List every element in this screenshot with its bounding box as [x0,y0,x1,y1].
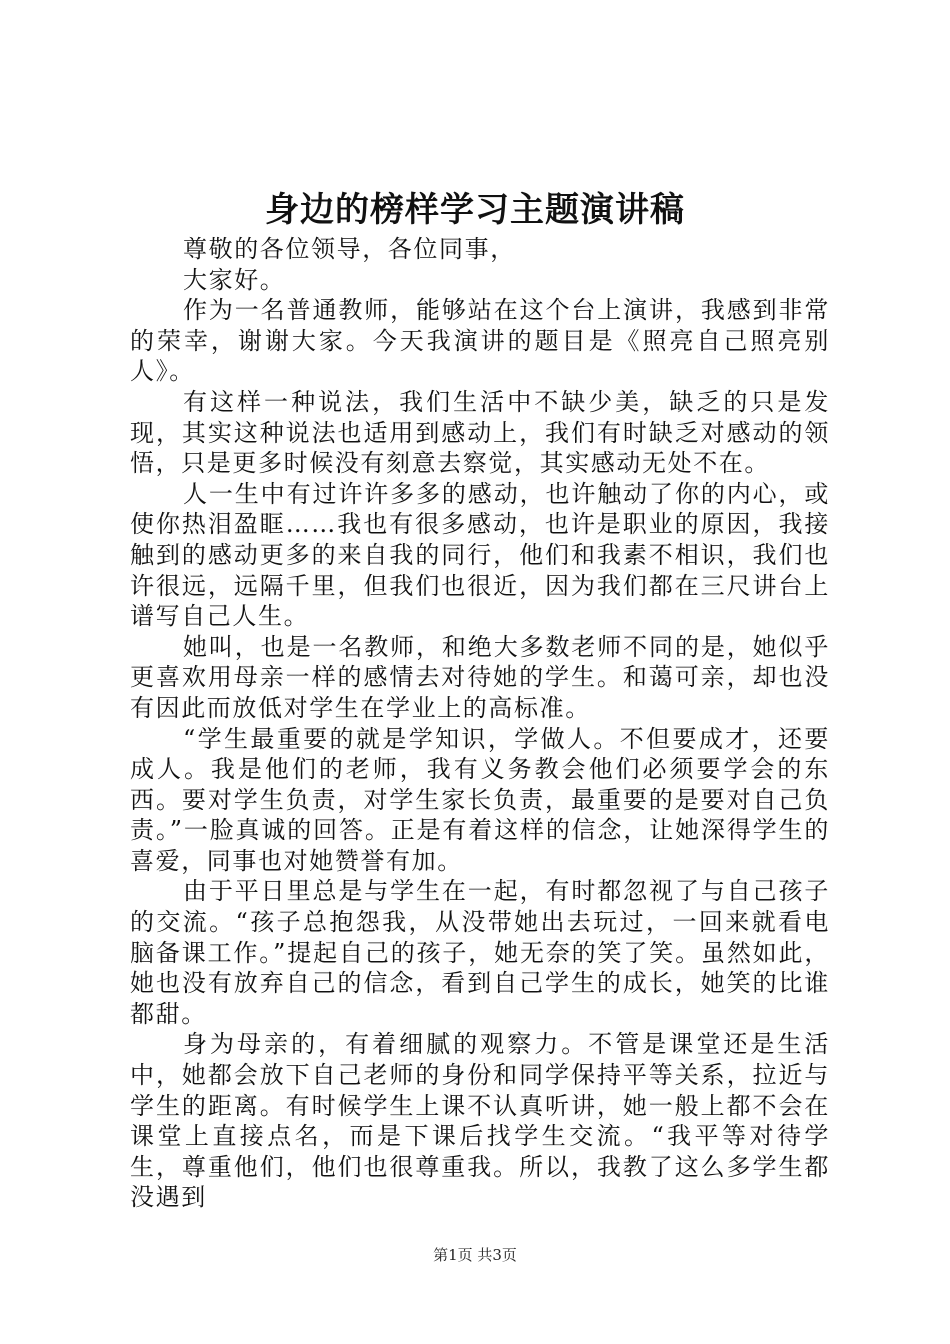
paragraph: 身为母亲的，有着细腻的观察力。不管是课堂还是生活中，她都会放下自己老师的身份和同学保持平等关系，拉近与学生的距离。有时候学生上课不认真听讲，她一般上都不会在课堂上直接点名，而是下课后找学生交流。“我平等对待学生，尊重他们，他们也很尊重我。所以，我教了这么多学生都没遇到 [130,1030,830,1212]
document-title: 身边的榜样学习主题演讲稿 [265,190,685,230]
paragraph: 有这样一种说法，我们生活中不缺少美，缺乏的只是发现，其实这种说法也适用到感动上，我们有时缺乏对感动的领悟，只是更多时候没有刻意去察觉，其实感动无处不在。 [130,387,830,478]
paragraph-salutation: 尊敬的各位领导，各位同事， [183,235,516,263]
paragraph: 她叫，也是一名教师，和绝大多数老师不同的是，她似乎更喜欢用母亲一样的感情去对待她的学生。和蔼可亲，却也没有因此而放低对学生在学业上的高标准。 [130,632,830,722]
paragraph: 作为一名普通教师，能够站在这个台上演讲，我感到非常的荣幸，谢谢大家。今天我演讲的题目是《照亮自己照亮别人》。 [130,296,830,386]
paragraph: 人一生中有过许许多多的感动，也许触动了你的内心，或使你热泪盈眶……我也有很多感动，也许是职业的原因，我接触到的感动更多的来自我的同行，他们和我素不相识，我们也许很远，远隔千里，但我们也很近，因为我们都在三尺讲台上谱写自己人生。 [130,479,830,631]
paragraph: 由于平日里总是与学生在一起，有时都忽视了与自己孩子的交流。“孩子总抱怨我，从没带她出去玩过，一回来就看电脑备课工作。”提起自己的孩子，她无奈的笑了笑。虽然如此，她也没有放弃自己的信念，看到自己学生的成长，她笑的比谁都甜。 [130,877,830,1028]
paragraph-greeting: 大家好。 [183,265,286,294]
document-body [130,234,830,1213]
paragraph-quote: “学生最重要的就是学知识，学做人。不但要成才，还要成人。我是他们的老师，我有义务教会他们必须要学会的东西。要对学生负责，对学生家长负责，最重要的是要对自己负责。”一脸真诚的回答。正是有着这样的信念，让她深得学生的喜爱，同事也对她赞誉有加。 [130,724,830,875]
page-number-footer: 第1页 共3页 [433,1246,517,1264]
